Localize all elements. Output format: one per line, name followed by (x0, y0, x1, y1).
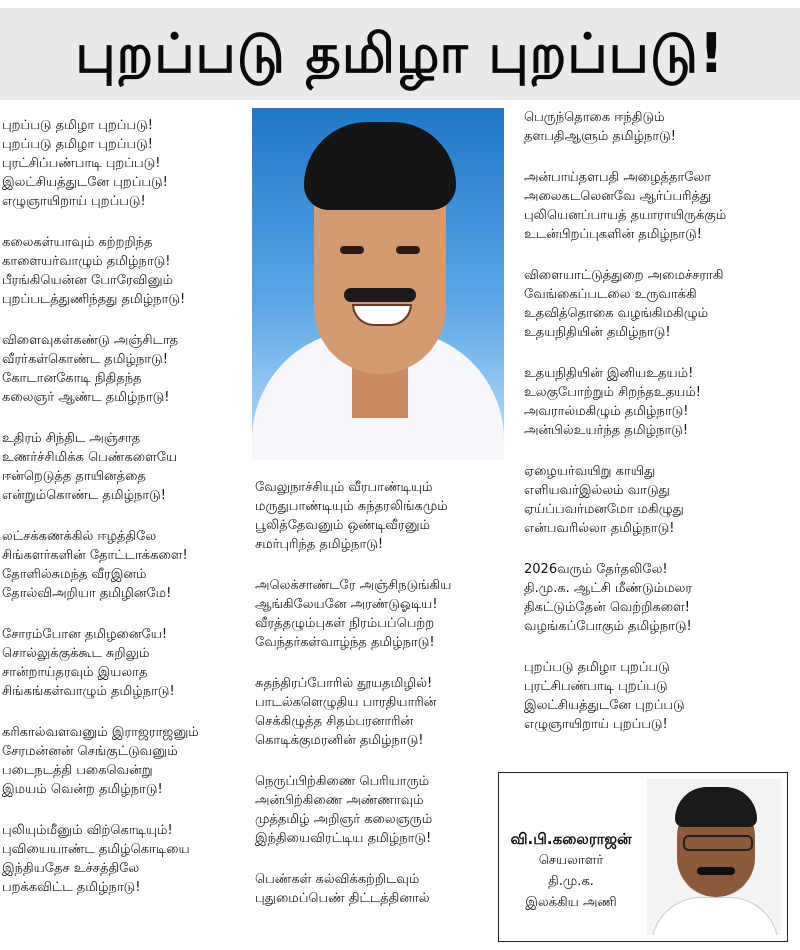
poem-line: சொல்லுக்குக்கூட சுறிலும் (2, 646, 150, 661)
poem-line: கலைஞர் ஆண்ட தமிழ்நாடு! (2, 390, 170, 405)
poem-line: புவியையாண்ட தமிழ்கொடியை (2, 842, 190, 857)
poem-line: பூலித்தேவனும் ஒண்டிவீரனும் (255, 518, 430, 533)
poem-line: தோளில்சுமந்த வீரஇனம் (2, 567, 147, 582)
poem-line: உடன்பிறப்புகளின் தமிழ்நாடு! (524, 227, 702, 242)
poem-line: இலட்சியத்துடனே புறப்படு! (2, 175, 168, 190)
poem-line: புறப்படு தமிழா புறப்படு! (2, 118, 153, 133)
poem-line: சுதந்திரப்போரில் தூயதமிழில்! (255, 676, 433, 691)
author-photo (647, 779, 781, 935)
stanza (524, 108, 794, 146)
poem-line: சிங்களர்களின் தோட்டாக்களை! (2, 548, 188, 563)
poem-line: வழங்கப்போகும் தமிழ்நாடு! (524, 619, 692, 634)
poem-line: புதுமைப்பெண் திட்டத்தினால் (255, 891, 430, 906)
poem-line: ஏழையர்வயிறு காயிது (524, 464, 656, 479)
poem-line: அவரால்மகிழும் தமிழ்நாடு! (524, 404, 689, 419)
poem-line: கோடானகோடி நிதிதந்த (2, 371, 142, 386)
poem-line: தளபதிஆளும் தமிழ்நாடு! (524, 129, 677, 144)
stanza (524, 462, 794, 538)
poem-line: தோல்விஅறியா தமிழினமே! (2, 586, 172, 601)
stanza (2, 821, 240, 897)
poem-line: விளையாட்டுத்துறை அமைச்சராகி (524, 268, 724, 283)
poem-line: புறப்படத்துணிந்தது தமிழ்நாடு! (2, 292, 186, 307)
author-party: தி.மு.க. (548, 874, 594, 889)
stanza (524, 168, 794, 244)
poem-line: புறப்படு தமிழா புறப்படு (524, 660, 670, 675)
poem-line: உணர்ச்சிமிக்க பெண்களையே (2, 450, 178, 465)
poem-line: இமயம் வென்ற தமிழ்நாடு! (2, 782, 163, 797)
poem-line: எழுஞாயிறாய் புறப்படு! (2, 194, 146, 209)
poem-line: புரட்சிபண்பாடி புறப்படு (524, 679, 668, 694)
poem-line: கரிகால்வளவனும் இராஜராஜனும் (2, 725, 199, 740)
stanza (524, 658, 794, 734)
poem-line: பீரங்கியென்ன போரேவினும் (2, 273, 174, 288)
poem-line: எளியவர்இல்லம் வாடுது (524, 483, 670, 498)
poem-line: பெருந்தொகை ஈந்திடும் (524, 110, 665, 125)
poem-line: கலைகள்யாவும் கற்றறிந்த (2, 235, 153, 250)
stanza (2, 116, 240, 211)
poem-line: வேந்தர்கள்வாழ்ந்த தமிழ்நாடு! (255, 635, 435, 650)
poem-line: அலைகடலெனவே ஆர்ப்பரித்து (524, 189, 712, 204)
stanza (255, 478, 505, 554)
poem-column-left (2, 116, 240, 919)
poem-line: ஏய்ப்பவர்மனமோ மகிழுது (524, 502, 684, 517)
poem-line: செக்கிழுத்த சிதம்பரனாரின் (255, 714, 414, 729)
poem-line: வீரர்கள்கொண்ட தமிழ்நாடு! (2, 352, 168, 367)
poem-line: பெண்கள் கல்விக்கற்றிடவும் (255, 872, 420, 887)
stanza (524, 364, 794, 440)
poem-line: லட்சக்கணக்கில் ஈழத்திலே (2, 529, 157, 544)
poem-line: புரட்சிப்பண்பாடி புறப்படு! (2, 156, 161, 171)
author-body-shape (651, 897, 779, 935)
poem-line: விளைவுகள்கண்டு அஞ்சிடாத (2, 333, 179, 348)
poem-line: சோரம்போன தமிழனையே! (2, 627, 168, 642)
poem-line: உதவித்தொகை வழங்கிமகிழும் (524, 306, 709, 321)
stanza (255, 772, 505, 848)
stanza (255, 870, 505, 908)
author-name: வி.பி.கலைராஜன் (510, 830, 632, 848)
poem-line: கொடிக்குமரனின் தமிழ்நாடு! (255, 733, 424, 748)
poem-line: உதிரம் சிந்திட அஞ்சாத (2, 431, 141, 446)
poem-line: வேலுநாச்சியும் வீரபாண்டியும் (255, 480, 433, 495)
poem-line: நெருப்பிற்கிணை பெரியாரும் (255, 774, 430, 789)
poem-line: வேங்கைப்படலை உருவாக்கி (524, 287, 697, 302)
stanza (2, 527, 240, 603)
poem-line: என்பவரில்லா தமிழ்நாடு! (524, 521, 675, 536)
poem-line: எழுஞாயிறாய் புறப்படு! (524, 717, 668, 732)
poem-line: அன்பில்உயர்ந்த தமிழ்நாடு! (524, 423, 689, 438)
poem-line: இலட்சியத்துடனே புறப்படு (524, 698, 685, 713)
poem-column-right (524, 108, 794, 756)
stanza (2, 625, 240, 701)
stanza (524, 266, 794, 342)
poem-line: 2026வரும் தேர்தலிலே! (524, 562, 668, 577)
author-role: செயலாளர் (538, 853, 604, 868)
stanza (255, 674, 505, 750)
poem-line: வீரத்தழும்புகள் நிரம்பப்பெற்ற (255, 616, 435, 631)
poem-line: அன்பாய்தளபதி அழைத்தாலோ (524, 170, 712, 185)
poem-line: காளையர்வாழும் தமிழ்நாடு! (2, 254, 171, 269)
poem-line: புலியெனப்பாயத் தயாராயிருக்கும் (524, 208, 727, 223)
poem-line: சிங்கங்கள்வாழும் தமிழ்நாடு! (2, 684, 175, 699)
poem-line: சேரமன்னன் செங்குட்டுவனும் (2, 744, 178, 759)
poem-line: இந்தியைவிரட்டிய தமிழ்நாடு! (255, 831, 432, 846)
author-info (499, 829, 643, 913)
poem-line: அலெக்சாண்டரே அஞ்சிநடுங்கிய (255, 578, 452, 593)
mustache-shape (344, 288, 416, 302)
stanza (2, 331, 240, 407)
stanza (2, 429, 240, 505)
poem-line: சான்றாய்தரவும் இயலாத (2, 665, 148, 680)
page-title: புறப்படு தமிழா புறப்படு! (75, 22, 725, 85)
leader-photo (252, 108, 504, 460)
author-hair-shape (675, 787, 757, 827)
poem-line: அன்பிற்கிணை அண்ணாவும் (255, 793, 424, 808)
stanza (2, 233, 240, 309)
author-wing: இலக்கிய அணி (525, 895, 617, 910)
poem-line: சமர்புரிந்த தமிழ்நாடு! (255, 537, 384, 552)
poem-line: உலகுபோற்றும் சிறந்தஉதயம்! (524, 385, 701, 400)
poem-line: புறப்படு தமிழா புறப்படு! (2, 137, 153, 152)
poem-line: பறக்கவிட்ட தமிழ்நாடு! (2, 880, 141, 895)
author-mustache-shape (697, 867, 735, 875)
poem-line: உதயநிதியின் இனியஉதயம்! (524, 366, 694, 381)
right-eye-shape (396, 246, 420, 254)
poem-line: முத்தமிழ் அறிஞர் கலைஞரும் (255, 812, 433, 827)
hair-shape (304, 122, 456, 210)
poem-line: திகட்டும்தேன் வெற்றிகளை! (524, 600, 690, 615)
author-glasses-shape (683, 835, 753, 851)
stanza (255, 576, 505, 652)
poem-line: ஈன்றெடுத்த தாயினத்தை (2, 469, 146, 484)
stanza (524, 560, 794, 636)
poem-line: படைநடத்தி பகைவென்று (2, 763, 153, 778)
poem-line: புலியும்மீனும் விற்கொடியும்! (2, 823, 173, 838)
poem-line: இந்தியதேச உச்சத்திலே (2, 861, 140, 876)
poem-line: பாடல்களெழுதிய பாரதியாரின் (255, 695, 437, 710)
stanza (2, 723, 240, 799)
poem-column-middle (255, 478, 505, 930)
poem-line: உதயநிதியின் தமிழ்நாடு! (524, 325, 671, 340)
author-box (498, 772, 788, 942)
poem-line: என்றும்கொண்ட தமிழ்நாடு! (2, 488, 166, 503)
poem-line: தி.மு.க. ஆட்சி மீண்டும்மலர (524, 581, 693, 596)
poem-line: ஆங்கிலேயனே அரண்டுஓடிய! (255, 597, 438, 612)
poem-line: மருதுபாண்டியும் சுந்தரலிங்கமும் (255, 499, 448, 514)
left-eye-shape (340, 246, 364, 254)
